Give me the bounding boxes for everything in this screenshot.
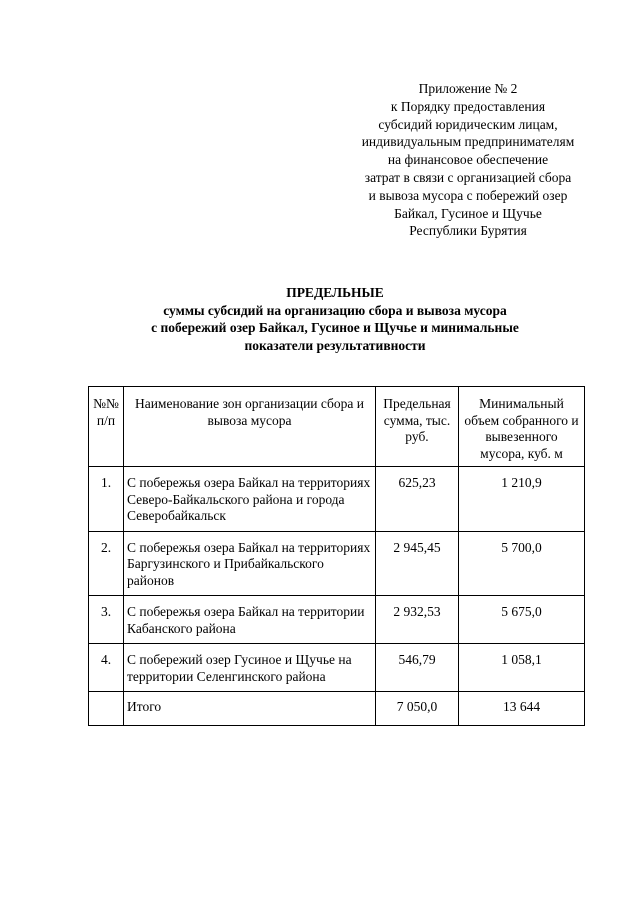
header-min: Минимальный объем собранного и вывезенного мусора, куб. м (459, 387, 585, 467)
header-name: Наименование зон организации сбора и вывоза мусора (124, 387, 376, 467)
cell-min: 5 675,0 (459, 596, 585, 644)
cell-sum: 625,23 (376, 467, 459, 532)
appendix-line: индивидуальным предпринимателям (361, 134, 575, 150)
cell-total-min: 13 644 (459, 692, 585, 726)
cell-min: 5 700,0 (459, 531, 585, 596)
cell-sum: 2 932,53 (376, 596, 459, 644)
header-num: №№ п/п (89, 387, 124, 467)
heading-line: суммы субсидий на организацию сбора и вывоза мусора (163, 302, 507, 318)
appendix-line: затрат в связи с организацией сбора (364, 169, 572, 185)
cell-min: 1 058,1 (459, 644, 585, 692)
cell-name: С побережья озера Байкал на территориях Баргузинского и Прибайкальского районов (124, 531, 376, 596)
table-row (89, 467, 585, 532)
table-header-row (89, 387, 585, 467)
cell-name: С побережья озера Байкал на территориях Северо-Байкальского района и города Северобайкальск (124, 467, 376, 532)
table-row (89, 531, 585, 596)
table-total-row (89, 692, 585, 726)
cell-total-label: Итого (124, 692, 376, 726)
appendix-line: субсидий юридическим лицам, (378, 116, 558, 132)
cell-num: 1. (89, 467, 124, 532)
subsidy-table (88, 386, 585, 726)
appendix-block (330, 80, 606, 240)
document-heading (90, 284, 580, 354)
cell-num: 4. (89, 644, 124, 692)
table-row (89, 596, 585, 644)
cell-sum: 2 945,45 (376, 531, 459, 596)
appendix-line: Байкал, Гусиное и Щучье (394, 205, 542, 221)
appendix-line: Республики Бурятия (409, 223, 527, 239)
table-row (89, 644, 585, 692)
heading-title: ПРЕДЕЛЬНЫЕ (286, 285, 384, 300)
cell-total-sum: 7 050,0 (376, 692, 459, 726)
cell-sum: 546,79 (376, 644, 459, 692)
cell-min: 1 210,9 (459, 467, 585, 532)
appendix-line: к Порядку предоставления (390, 98, 546, 114)
heading-line: показатели результативности (244, 337, 426, 353)
appendix-line: на финансовое обеспечение (387, 152, 549, 168)
header-sum: Предельная сумма, тыс. руб. (376, 387, 459, 467)
cell-name: С побережья озера Байкал на территории Кабанского района (124, 596, 376, 644)
heading-line: с побережий озер Байкал, Гусиное и Щучье и минимальные (151, 320, 519, 335)
cell-num (89, 692, 124, 726)
cell-num: 2. (89, 531, 124, 596)
cell-num: 3. (89, 596, 124, 644)
appendix-line: и вывоза мусора с побережий озер (368, 187, 568, 203)
cell-name: С побережий озер Гусиное и Щучье на территории Селенгинского района (124, 644, 376, 692)
appendix-line: Приложение № 2 (418, 81, 518, 96)
